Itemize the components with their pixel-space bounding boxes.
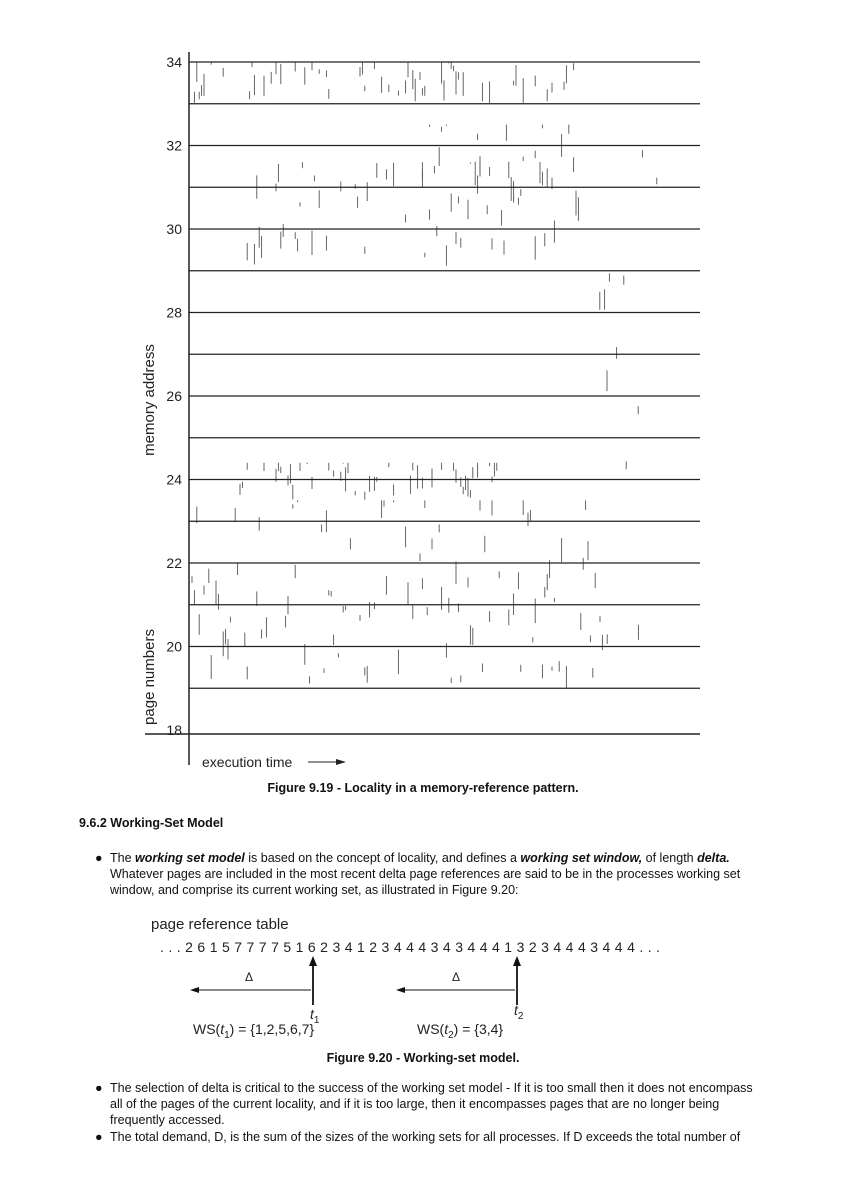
x-axis-label: execution time	[202, 754, 293, 770]
bullet-working-set-model	[95, 850, 755, 898]
bullet-total-demand	[95, 1129, 755, 1145]
y-axis-label-bottom: page numbers	[141, 629, 158, 725]
reference-sequence: . . . 2 6 1 5 7 7 7 7 5 1 6 2 3 4 1 2 3 4 4 4 3 4 3 4 4 4 1 3 2 3 4 4 4 3 4 4 4 . . .	[160, 939, 661, 955]
x-axis-arrow	[308, 759, 346, 765]
ws-t2-label: $WS(t_2) = \{3,4\}$	[417, 1021, 504, 1041]
t1-label: $t_1$	[310, 1006, 320, 1026]
y-tick-20: 20	[166, 638, 182, 655]
y-tick-24: 24	[166, 471, 182, 488]
page-boundary-lines	[189, 62, 700, 688]
y-tick-26: 26	[166, 388, 182, 404]
y-tick-22: 22	[166, 555, 182, 571]
reference-marks	[192, 62, 657, 688]
figure-9-20-caption: Figure 9.20 - Working-set model.	[326, 1051, 520, 1065]
delta-label-2: Δ	[452, 970, 461, 984]
figure-9-19-caption: Figure 9.19 - Locality in a memory-reference pattern.	[267, 781, 579, 795]
bullet-delta-selection	[95, 1080, 755, 1128]
y-tick-18: 18	[166, 722, 182, 738]
y-tick-30: 30	[166, 221, 182, 237]
section-heading: 9.6.2 Working-Set Model	[79, 816, 224, 830]
y-axis-label-top: memory address	[141, 344, 158, 456]
working-set-figure	[0, 910, 846, 1040]
y-tick-labels	[166, 54, 182, 738]
delta-label-1: Δ	[245, 970, 254, 984]
bullet-dot: ●	[95, 1081, 103, 1095]
y-tick-34: 34	[166, 54, 182, 70]
ws-t1-label: $WS(t_1) = \{1,2,5,6,7\}$	[193, 1021, 315, 1041]
y-tick-28: 28	[166, 304, 182, 321]
reference-table-title: page reference table	[151, 916, 289, 933]
y-tick-32: 32	[166, 137, 182, 154]
bullet-dot: ●	[95, 1130, 103, 1144]
bullet-text: The total demand, D, is the sum of the sizes of the working sets for all processes. If D exceeds the total number of	[110, 1130, 741, 1144]
bullet-text: The working set model is based on the concept of locality, and defines a working set window, of length delta. Whatever pages are included in the most recent delta page references are said to be in the processes working set window, and comprise its current working set, as illustrated in Figure 9.20:	[110, 851, 741, 897]
bullet-text: The selection of delta is critical to the success of the working set model - If it is too small then it does not encompass all of the pages of the current locality, and if it is too large, then it encompasses pages that are no longer being frequently accessed.	[110, 1081, 753, 1127]
t2-label: $t_2$	[514, 1002, 524, 1022]
bullet-dot: ●	[95, 851, 103, 865]
